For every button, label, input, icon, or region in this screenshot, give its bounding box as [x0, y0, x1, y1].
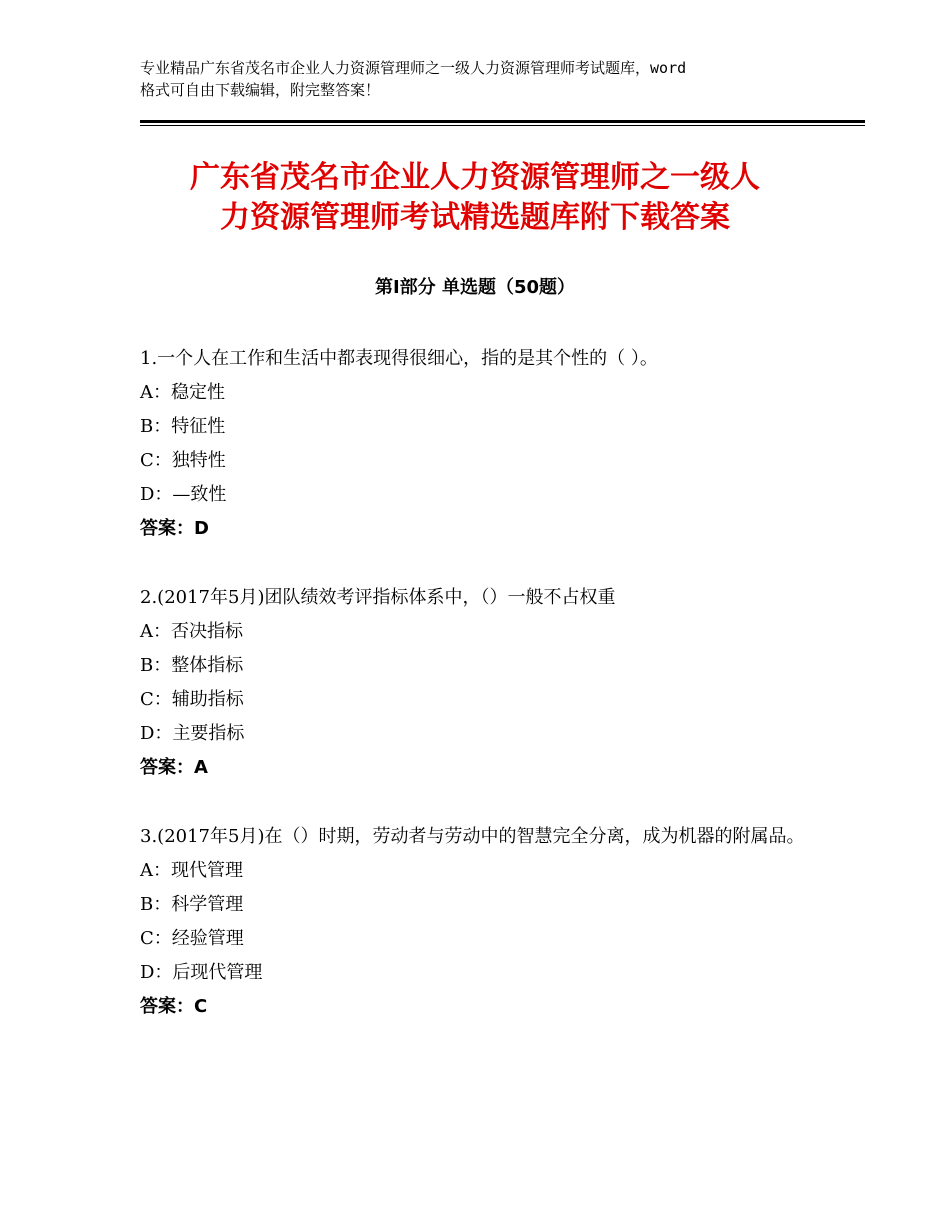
header-note [140, 57, 830, 101]
option-b: B：整体指标 [140, 655, 244, 676]
question-stem: 1.一个人在工作和生活中都表现得很细心，指的是其个性的（ ）。 [140, 348, 658, 369]
section-title: 第Ⅰ部分 单选题（50题） [374, 277, 575, 298]
header-rule [140, 120, 865, 123]
option-a: A：稳定性 [140, 382, 225, 403]
option-c: C：经验管理 [140, 928, 244, 949]
option-a: A：否决指标 [140, 621, 243, 642]
question-item [140, 581, 820, 785]
document-title-line: 广东省茂名市企业人力资源管理师之一级人 [190, 160, 760, 195]
option-b: B：科学管理 [140, 894, 244, 915]
document-title [130, 158, 820, 238]
option-d: D：—致性 [140, 484, 227, 505]
document-title-line: 力资源管理师考试精选题库附下载答案 [220, 200, 730, 235]
question-item [140, 342, 820, 546]
option-c: C：辅助指标 [140, 689, 244, 710]
header-note-line: 格式可自由下载编辑，附完整答案！ [140, 81, 381, 99]
option-d: D：后现代管理 [140, 962, 263, 983]
question-stem: 2.(2017年5月)团队绩效考评指标体系中，（）一般不占权重 [140, 587, 616, 608]
answer-label: 答案：C [140, 996, 208, 1017]
header-rule-thin [140, 125, 865, 126]
question-item [140, 820, 820, 1024]
header-note-line: 专业精品广东省茂名市企业人力资源管理师之一级人力资源管理师考试题库，word [140, 59, 687, 77]
option-b: B：特征性 [140, 416, 226, 437]
answer-label: 答案：D [140, 518, 209, 539]
option-c: C：独特性 [140, 450, 226, 471]
option-a: A：现代管理 [140, 860, 243, 881]
answer-label: 答案：A [140, 757, 208, 778]
question-stem: 3.(2017年5月)在（）时期，劳动者与劳动中的智慧完全分离，成为机器的附属品。 [140, 826, 805, 847]
option-d: D：主要指标 [140, 723, 245, 744]
